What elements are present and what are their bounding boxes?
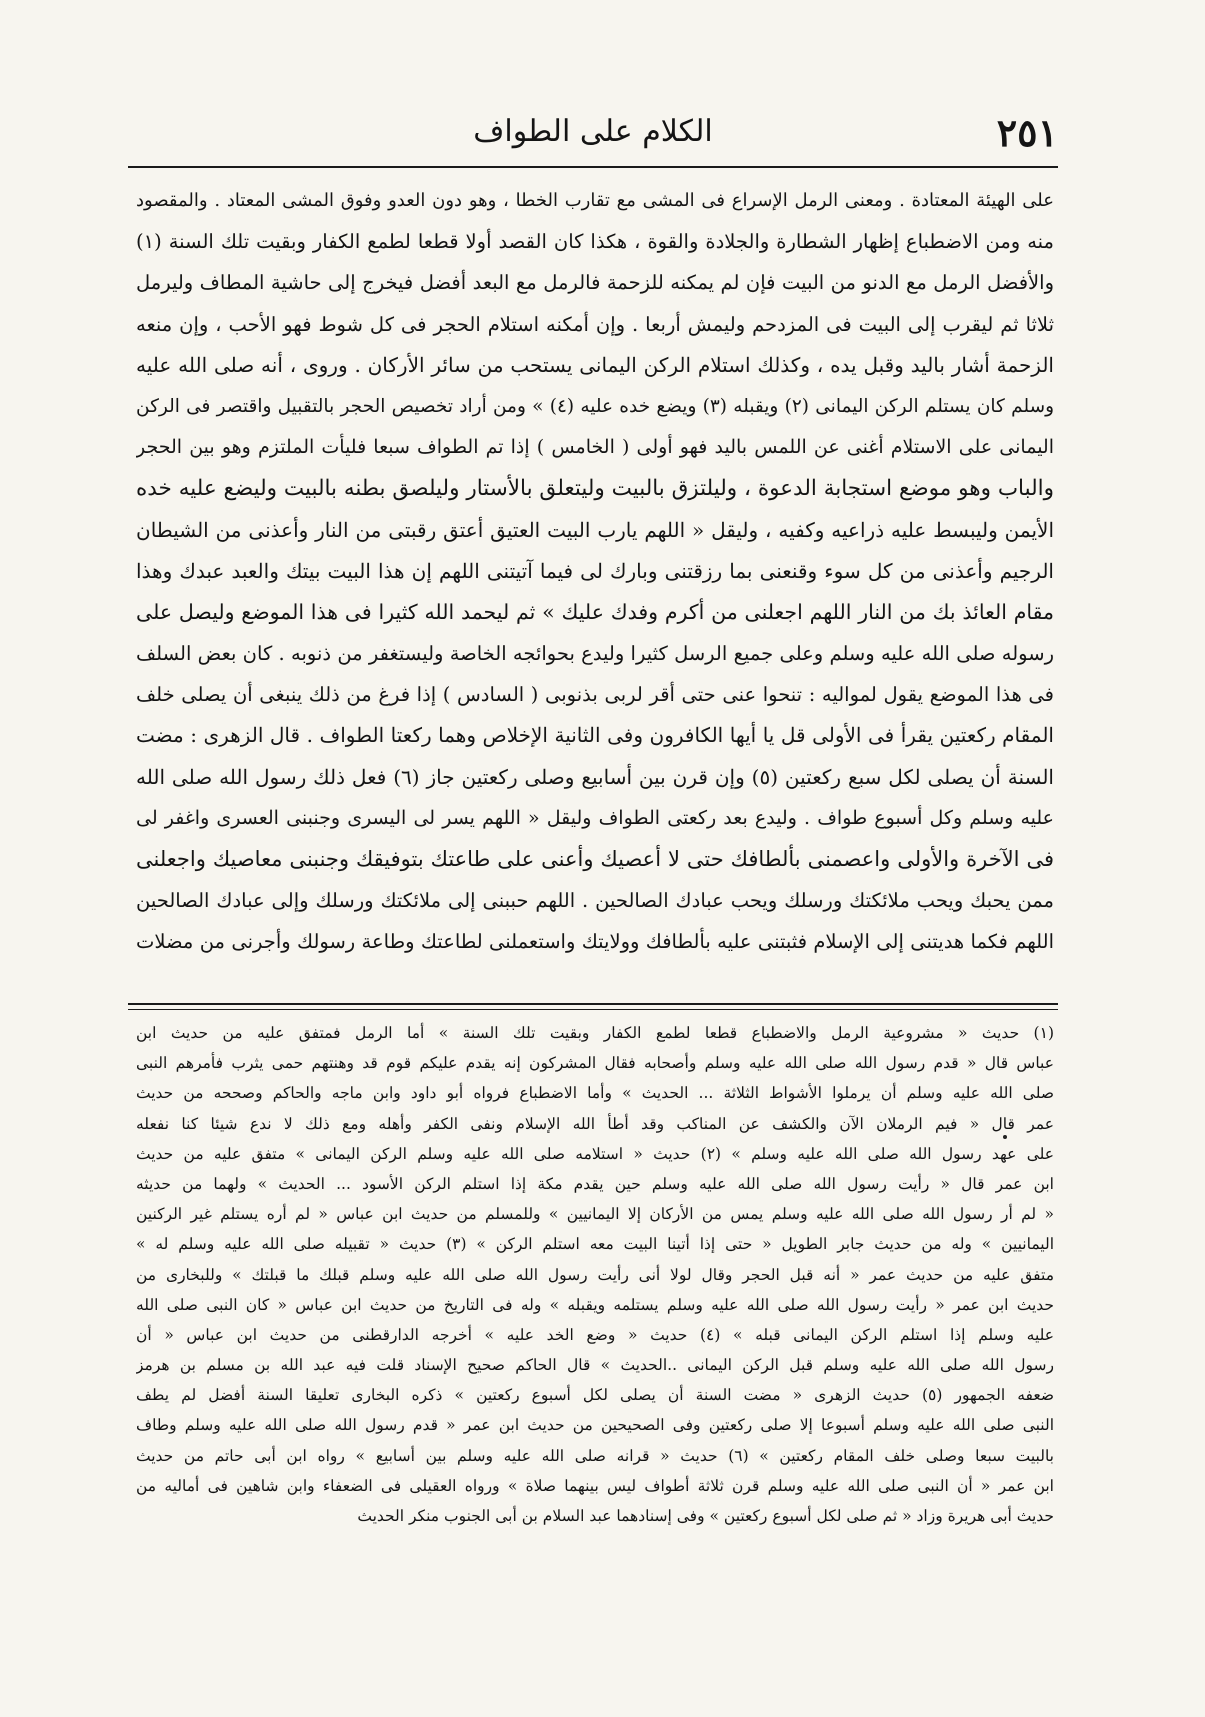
footnote-rule-thin — [128, 1009, 1058, 1010]
text-line: فى هذا الموضع يقول لمواليه : تنحوا عنى حتى أقر لربى بذنوبى ( السادس ) إذا فرغ من ذلك ينبغى أن يصلى خلف — [136, 683, 1054, 707]
footnote-line: اليمانيين » وله من حديث جابر الطويل « حتى إذا أتينا البيت معه استلم الركن » (٣) حديث « تقبيله صلى الله عليه وسلم له » — [136, 1235, 1054, 1254]
page-number: ٢٥١ — [996, 110, 1058, 155]
main-text — [136, 180, 1054, 963]
footnote-line: رسول الله صلى الله عليه وسلم قبل الركن اليمانى ..الحديث » قال الحاكم صحيح الإسناد قلت فيه عبد الله بن مسلم بن هرمز — [136, 1356, 1054, 1375]
text-line: وسلم كان يستلم الركن اليمانى (٢) ويقبله (٣) ويضع خده عليه (٤) » ومن أراد تخصيص الحجر بالتقبيل واقتصر فى الركن — [136, 395, 1054, 417]
footnote-line: بالبيت سبعا وصلى خلف المقام ركعتين » (٦) حديث « قرانه صلى الله عليه وسلم بين أسابيع » رواه ابن أبى حاتم من حديث — [136, 1446, 1054, 1465]
text-line: والباب وهو موضع استجابة الدعوة ، وليلتزق بالبيت وليتعلق بالأستار وليلصق بطنه بالبيت وليضع عليه خده — [136, 476, 1054, 502]
text-line: منه ومن الاضطباع إظهار الشطارة والجلادة والقوة ، هكذا كان القصد أولا قطعا لطمع الكفار وبقيت تلك السنة (١) — [136, 230, 1054, 254]
text-line: المقام ركعتين يقرأ فى الأولى قل يا أيها الكافرون وفى الثانية الإخلاص وهما ركعتا الطواف . قال الزهرى : مضت — [136, 723, 1054, 748]
footnote-line: « لم أر رسول الله صلى الله عليه وسلم يمس من الأركان إلا اليمانيين » وللمسلم من حديث ابن عباس « لم أره يستلم غير الركنين — [136, 1205, 1054, 1224]
footnotes — [136, 1018, 1054, 1531]
text-line: مقام العائذ بك من النار اللهم اجعلنى من أكرم وفدك عليك » ثم ليحمد الله كثيرا فى هذا الموضع وليصل على — [136, 599, 1054, 624]
text-line: اليمانى على الاستلام أغنى عن اللمس باليد فهو أولى ( الخامس ) إذا تم الطواف سبعا فليأت الملتزم وهو بين الحجر — [136, 436, 1054, 459]
running-title: الكلام على الطواف — [473, 114, 713, 149]
footnote-line: ابن عمر قال « رأيت رسول الله صلى الله عليه وسلم حين يقدم مكة إذا استلم الركن الأسود ... الحديث » ولهما من حديثه — [136, 1174, 1054, 1193]
footnote-line: عباس قال « قدم رسول الله صلى الله عليه وسلم وأصحابه فقال المشركون إنه يقدم عليكم قوم قد وهنتهم حمى يثرب فأمرهم النبى — [136, 1054, 1054, 1073]
footnote-rule — [128, 1003, 1058, 1005]
margin-dot — [1003, 1135, 1007, 1139]
header-rule — [128, 166, 1058, 168]
text-line: عليه وسلم وكل أسبوع طواف . وليدع بعد ركعتى الطواف وليقل « اللهم يسر لى اليسرى وجنبنى العسرى واغفر لى — [136, 806, 1054, 829]
text-line: ثلاثا ثم ليقرب إلى البيت فى المزدحم وليمش أربعا . وإن أمكنه استلام الحجر فى كل شوط فهو الأحب ، وإن منعه — [136, 312, 1054, 336]
page-header — [128, 100, 1058, 164]
footnote-line: عليه وسلم إذا استلم الركن اليمانى قبله » (٤) حديث « وضع الخد عليه » أخرجه الدارقطنى من حديث ابن عباس « أن — [136, 1325, 1054, 1344]
text-line: رسوله صلى الله عليه وسلم وعلى جميع الرسل كثيرا وليدع بحوائجه الخاصة وليستغفر من ذنوبه . كان بعض السلف — [136, 642, 1054, 666]
footnote-line: النبى صلى الله عليه وسلم أسبوعا إلا صلى ركعتين وفى الصحيحين من حديث ابن عمر « قدم رسول الله صلى الله عليه وسلم وطاف — [136, 1416, 1054, 1435]
footnote-line: (١) حديث « مشروعية الرمل والاضطباع قطعا لطمع الكفار وبقيت تلك السنة » أما الرمل فمتفق عليه من حديث ابن — [136, 1024, 1054, 1042]
text-line: والأفضل الرمل مع الدنو من البيت فإن لم يمكنه للزحمة فالرمل مع البعد أفضل فيخرج إلى حاشية المطاف وليرمل — [136, 271, 1054, 295]
text-line: الرجيم وأعذنى من كل سوء وقنعنى بما رزقتنى وبارك لى فيما آتيتنى اللهم إن هذا البيت بيتك والعبد عبدك وهذا — [136, 558, 1054, 583]
footnote-line: حديث ابن عمر « رأيت رسول الله صلى الله عليه وسلم يستلمه ويقبله » وله فى التاريخ من حديث ابن عباس « كان النبى صلى الله — [136, 1295, 1054, 1314]
footnote-line: عمر قال « فيم الرملان الآن والكشف عن المناكب وقد أطأ الله الإسلام ونفى الكفر وأهله ومع ذلك لا ندع شيئا كنا نفعله — [136, 1114, 1054, 1133]
footnote-line: ابن عمر « أن النبى صلى الله عليه وسلم قرن ثلاثة أطواف ليس بينهما صلاة » ورواه العقيلى فى الضعفاء وابن شاهين فى أماليه من — [136, 1476, 1054, 1495]
text-line: فى الآخرة والأولى واعصمنى بألطافك حتى لا أعصيك وأعنى على طاعتك بتوفيقك وجنبنى معاصيك واجعلنى — [136, 847, 1054, 871]
footnote-line: على عهد رسول الله صلى الله عليه وسلم » (٢) حديث « استلامه صلى الله عليه وسلم الركن اليمانى » متفق عليه من حديث — [136, 1144, 1054, 1163]
text-line: الأيمن وليبسط عليه ذراعيه وكفيه ، وليقل « اللهم يارب البيت العتيق أعتق رقبتى من النار وأعذنى من الشيطان — [136, 517, 1054, 542]
footnote-line: متفق عليه من حديث عمر « أنه قبل الحجر وقال لولا أنى رأيت رسول الله صلى الله عليه وسلم قبلك ما قبلتك » وللبخارى من — [136, 1265, 1054, 1284]
footnote-line: ضعفه الجمهور (٥) حديث الزهرى « مضت السنة أن يصلى لكل أسبوع ركعتين » ذكره البخارى تعليقا السنة أفضل لم يطف — [136, 1386, 1054, 1405]
text-line: على الهيئة المعتادة . ومعنى الرمل الإسراع فى المشى مع تقارب الخطا ، وهو دون العدو وفوق المشى المعتاد . والمقصود — [136, 190, 1054, 211]
footnote-line: صلى الله عليه وسلم أن يرملوا الأشواط الثلاثة ... الحديث » وأما الاضطباع فرواه أبو داود وابن ماجه والحاكم وصححه من حديث — [136, 1084, 1054, 1103]
text-line: اللهم فكما هديتنى إلى الإسلام فثبتنى عليه بألطافك وولايتك واستعملنى لطاعتك وطاعة رسولك وأجرنى من مضلات — [136, 930, 1054, 954]
footnote-line: حديث أبى هريرة وزاد « ثم صلى لكل أسبوع ركعتين » وفى إسنادهما عبد السلام بن أبى الجنوب منكر الحديث — [357, 1507, 1054, 1525]
text-line: السنة أن يصلى لكل سبع ركعتين (٥) وإن قرن بين أسابيع وصلى ركعتين جاز (٦) فعل ذلك رسول الله صلى الله — [136, 764, 1054, 789]
text-line: ممن يحبك ويحب ملائكتك ورسلك ويحب عبادك الصالحين . اللهم حببنى إلى ملائكتك ورسلك وإلى عبادك الصالحين — [136, 889, 1054, 913]
text-line: الزحمة أشار باليد وقبل يده ، وكذلك استلام الركن اليمانى يستحب من سائر الأركان . وروى ، أنه صلى الله عليه — [136, 352, 1054, 377]
